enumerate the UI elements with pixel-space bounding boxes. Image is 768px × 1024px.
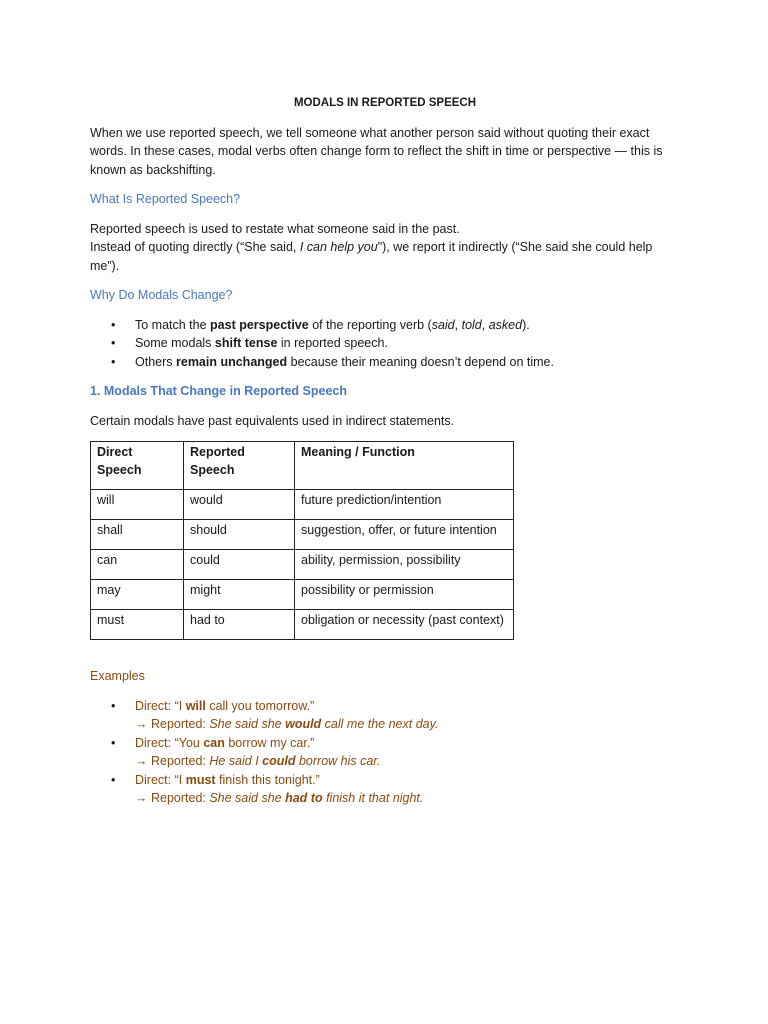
table-cell: can [91,550,184,580]
table-header-row [91,442,514,490]
table-cell: ability, permission, possibility [295,550,514,580]
page-title: MODALS IN REPORTED SPEECH [293,97,477,109]
document-page [90,94,680,808]
table-row [91,610,514,640]
heading-modals-that-change: 1. Modals That Change in Reported Speech [90,384,347,398]
bullet-icon: • [111,354,116,369]
table-cell: had to [184,610,295,640]
example-item: • Direct: “You can borrow my car.” → Reported: He said I could borrow his car. [111,735,381,768]
example-item: • Direct: “I must finish this tonight.” → Reported: She said she had to finish it that night. [111,772,424,805]
table-cell: shall [91,520,184,550]
bullet-icon: • [111,336,116,350]
table-row [91,490,514,520]
intro-paragraph: When we use reported speech, we tell someone what another person said without quoting their exact words. In these cases, modal verbs often change form to reflect the shift in time or perspective — this is known as backshifting. [90,125,663,177]
table-cell: may [91,580,184,610]
column-header: Direct Speech [91,442,184,490]
table-cell: might [184,580,295,610]
bullet-icon: • [111,772,116,787]
list-item: • To match the past perspective of the reporting verb (said, told, asked). [90,316,680,335]
table-intro: Certain modals have past equivalents used in indirect statements. [90,413,455,428]
reported-speech-definition: Reported speech is used to restate what someone said in the past. Instead of quoting directly (“She said, I can help you"), we report it indirectly (“She said she could help me”). [90,221,653,273]
table-row [91,550,514,580]
table-cell: future prediction/intention [295,490,514,520]
column-header: Reported Speech [184,442,295,490]
list-item: • Others remain unchanged because their meaning doesn’t depend on time. [90,353,680,372]
table-cell: should [184,520,295,550]
table-row [91,580,514,610]
why-change-list [90,316,680,372]
examples-heading: Examples [90,669,145,683]
table-cell: possibility or permission [295,580,514,610]
examples-list [90,697,680,808]
table-cell: could [184,550,295,580]
example-item: • Direct: “I will call you tomorrow.” → Reported: She said she would call me the next day. [111,698,439,731]
modals-table [90,441,514,640]
column-header: Meaning / Function [295,442,514,490]
table-cell: will [91,490,184,520]
table-cell: must [91,610,184,640]
heading-what-is-reported-speech: What Is Reported Speech? [90,192,241,206]
heading-why-modals-change: Why Do Modals Change? [90,288,233,302]
bullet-icon: • [111,735,116,750]
table-cell: would [184,490,295,520]
bullet-icon: • [111,317,116,332]
table-cell: obligation or necessity (past context) [295,610,514,640]
bullet-icon: • [111,698,116,713]
list-item: • Some modals shift tense in reported speech. [90,334,680,353]
table-cell: suggestion, offer, or future intention [295,520,514,550]
table-row [91,520,514,550]
